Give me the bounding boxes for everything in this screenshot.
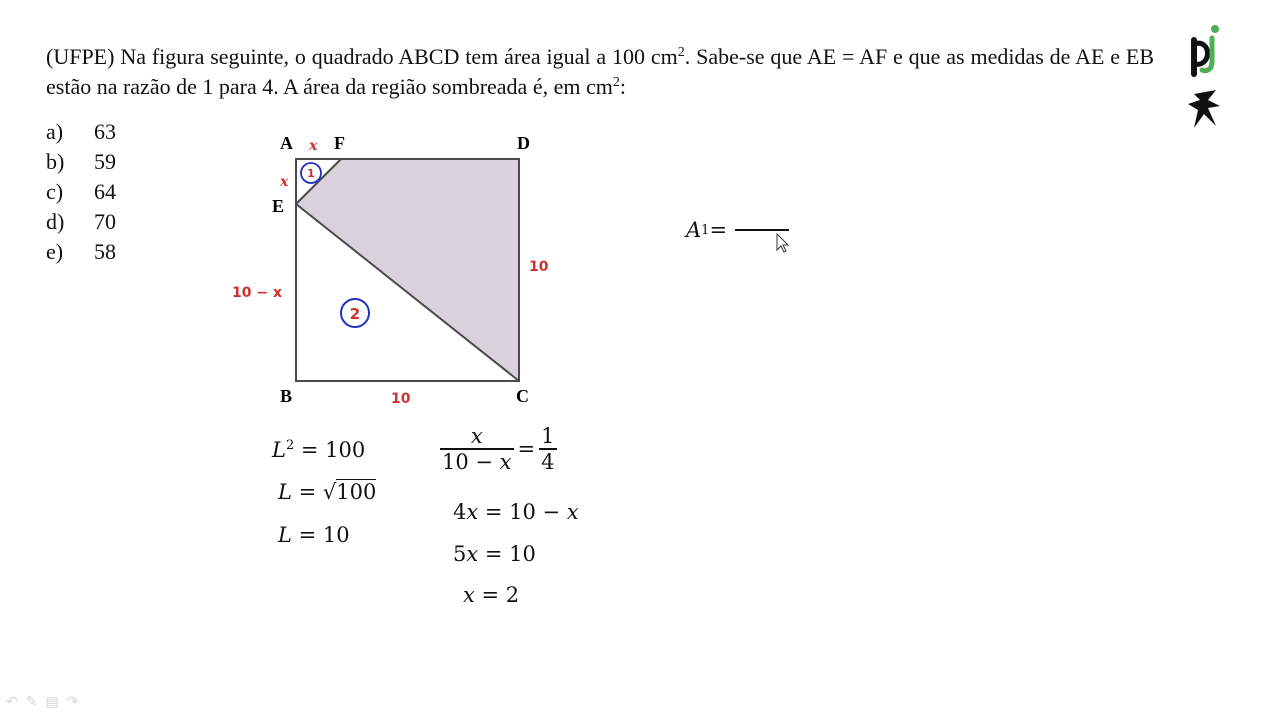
work-x-result: x = 2 bbox=[463, 583, 520, 607]
vertex-b-label: B bbox=[280, 386, 293, 406]
question-source: (UFPE) bbox=[46, 44, 115, 69]
option-a: a) 63 bbox=[46, 119, 116, 144]
work-5x: 5x = 10 bbox=[453, 542, 536, 566]
vertex-e-label: E bbox=[272, 196, 285, 216]
pj-logo-icon bbox=[1188, 24, 1224, 80]
presentation-toolbar[interactable] bbox=[6, 694, 78, 710]
shaded-region bbox=[296, 159, 519, 381]
work-4x: 4x = 10 − x bbox=[453, 500, 579, 524]
option-c: c) 64 bbox=[46, 179, 116, 204]
work-l-sqrt: L = √100 bbox=[278, 480, 377, 504]
work-l-result: L = 10 bbox=[278, 523, 350, 547]
option-e: e) 58 bbox=[46, 239, 116, 264]
area-a1-formula: A 1 = bbox=[686, 218, 789, 242]
pen-icon[interactable]: ✎ bbox=[25, 694, 38, 710]
label-x-top: x bbox=[309, 138, 318, 154]
menu-icon[interactable]: ▤ bbox=[45, 694, 59, 710]
region-1-label: 1 bbox=[307, 167, 315, 180]
question-part2: . Sabe-se que AE = AF e que as medidas de AE e EB estão na razão de 1 para 4. A área da região sombreada é, em cm bbox=[46, 44, 1154, 99]
area-fraction-bar bbox=[735, 229, 789, 231]
fraction-one-quarter: $\frac{1}{4}$ bbox=[541, 424, 555, 474]
previous-icon[interactable]: ↶ bbox=[6, 694, 18, 710]
question-part1: Na figura seguinte, o quadrado ABCD tem área igual a 100 cm bbox=[114, 44, 678, 69]
vertex-f-label: F bbox=[334, 133, 345, 153]
question-exponent-2: 2 bbox=[612, 75, 620, 90]
work-l-squared: $L^2 = 100$ bbox=[272, 438, 366, 462]
label-x-left: x bbox=[280, 174, 289, 190]
next-icon[interactable]: ↷ bbox=[66, 694, 79, 710]
label-10-minus-x: 10 − x bbox=[232, 285, 282, 301]
work-ratio-equation: $\frac{x}{10 - x}$ = $\frac{1}{4}$ bbox=[442, 424, 555, 474]
label-side-bottom: 10 bbox=[391, 391, 411, 407]
label-side-right: 10 bbox=[529, 259, 549, 275]
fraction-x-over-10-minus-x: $\frac{x}{10 - x}$ bbox=[442, 424, 512, 474]
vertex-a-label: A bbox=[280, 133, 293, 153]
vertex-c-label: C bbox=[516, 386, 529, 406]
question-exponent-1: 2 bbox=[677, 45, 685, 60]
question-part3: : bbox=[619, 74, 626, 99]
option-d: d) 70 bbox=[46, 209, 116, 234]
vertex-d-label: D bbox=[517, 133, 530, 153]
ninja-icon bbox=[1186, 86, 1226, 130]
option-b: b) 59 bbox=[46, 149, 116, 174]
region-2-label: 2 bbox=[349, 305, 361, 323]
